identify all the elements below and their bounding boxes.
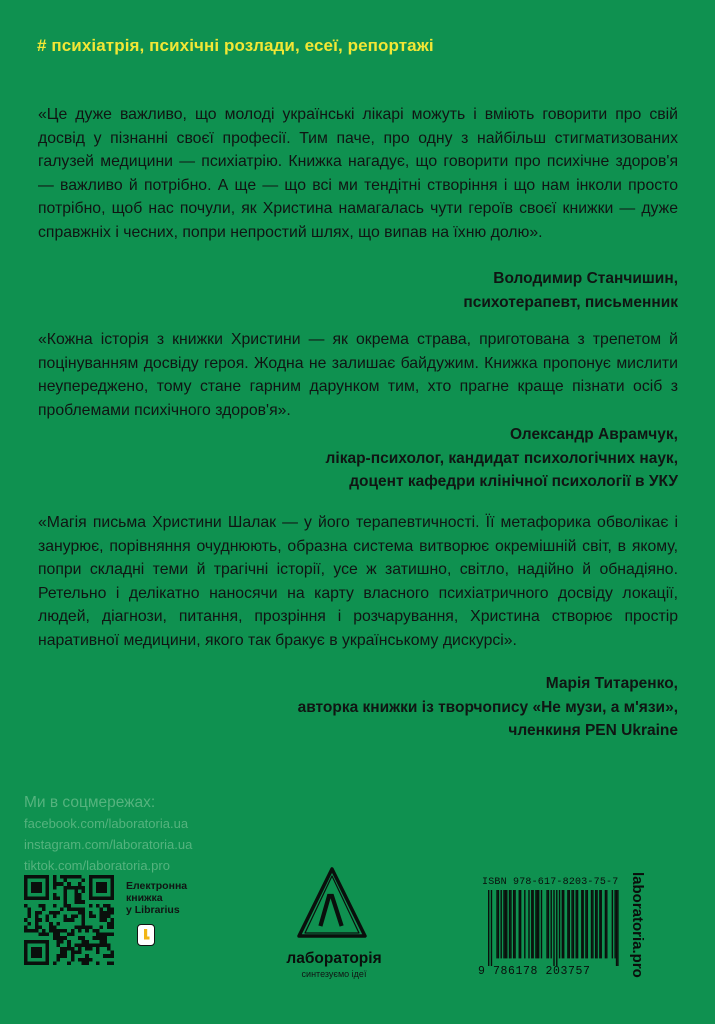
isbn-digits: 9 786178 203757 <box>478 965 591 978</box>
attribution-tytarenko <box>78 672 678 743</box>
author-name: Володимир Станчишин, <box>493 270 678 287</box>
author-role: членкиня PEN Ukraine <box>508 722 678 740</box>
laboratoria-logo-icon <box>296 866 368 948</box>
publisher-name: лабораторія <box>286 950 382 967</box>
social-link-tiktok[interactable]: tiktok.com/laboratoria.pro <box>24 858 170 873</box>
social-link-instagram[interactable]: instagram.com/laboratoria.ua <box>24 837 193 852</box>
publisher-slogan: синтезуємо ідеї <box>301 969 367 979</box>
website-url[interactable]: laboratoria.pro <box>629 872 646 978</box>
social-heading: Ми в соцмережах: <box>24 794 156 811</box>
social-links <box>24 792 192 876</box>
social-link-facebook[interactable]: facebook.com/laboratoria.ua <box>24 816 189 831</box>
tagline: # психіатрія, психічні розлади, есеї, репортажі <box>37 36 434 55</box>
quote-avramchuk: «Кожна історія з книжки Христини — як окрема страва, приготована з трепетом й поцінуванням досвіду героя. Жодна не залишає байдужим. Книжка пропонує мислити неупереджено, тому стане гарним дарунком тим, хто прагне краще пізнати осіб з проблемами психічного здоров'я». <box>38 331 678 419</box>
isbn-block <box>478 877 620 981</box>
qr-code-icon[interactable] <box>24 875 114 965</box>
author-role: психотерапевт, письменник <box>463 293 678 311</box>
author-role: доцент кафедри клінічної психології в УКУ <box>349 473 678 491</box>
barcode-icon <box>488 890 620 966</box>
author-name: Марія Титаренко, <box>545 675 678 692</box>
author-name: Олександр Аврамчук, <box>509 426 678 443</box>
attribution-avramchuk <box>78 423 678 494</box>
quote-stanchyshyn: «Це дуже важливо, що молоді українські лікарі можуть і вміють говорити про свій досвід у пізнанні своєї професії. Тим паче, про одну з найбільш стигматизованих галузей медицини — психіатрію. Книжка нагадує, що говорити про психічне здоров'я — важливо й потрібно. А ще — що всі ми тендітні створіння і що нам інколи просто потрібно, щоб нас почули, як Христина намагалась чути героїв своєї книжки — дуже справжніх і чесних, попри непростий шлях, що випав на їхню долю». <box>38 106 678 241</box>
attribution-stanchyshyn <box>78 267 678 314</box>
quote-tytarenko: «Магія письма Христини Шалак — у його терапевтичності. Її метафорика обволікає і занурює, порівняння очуднюють, образна система витворює окремішній світ, в якому, попри складні теми й трагічні історії, усе ж затишно, світло, надійно й обнадіяно. Ретельно і делікатно наносячи на карту власного психіатричного досвіду локації, людей, діагнози, питання, прозріння і розчарування, Христина створює простір наративної медицини, якого так бракує в українському дискурсі». <box>38 514 678 649</box>
author-role: авторка книжки із творчопису «Не музи, а м'язи», <box>297 698 678 716</box>
author-role: лікар-психолог, кандидат психологічних наук, <box>325 449 678 467</box>
isbn-label: ISBN 978-617-8203-75-7 <box>482 877 619 888</box>
ebook-note: Електронна книжка у Librarius <box>126 880 188 916</box>
librarius-icon[interactable] <box>137 924 155 946</box>
